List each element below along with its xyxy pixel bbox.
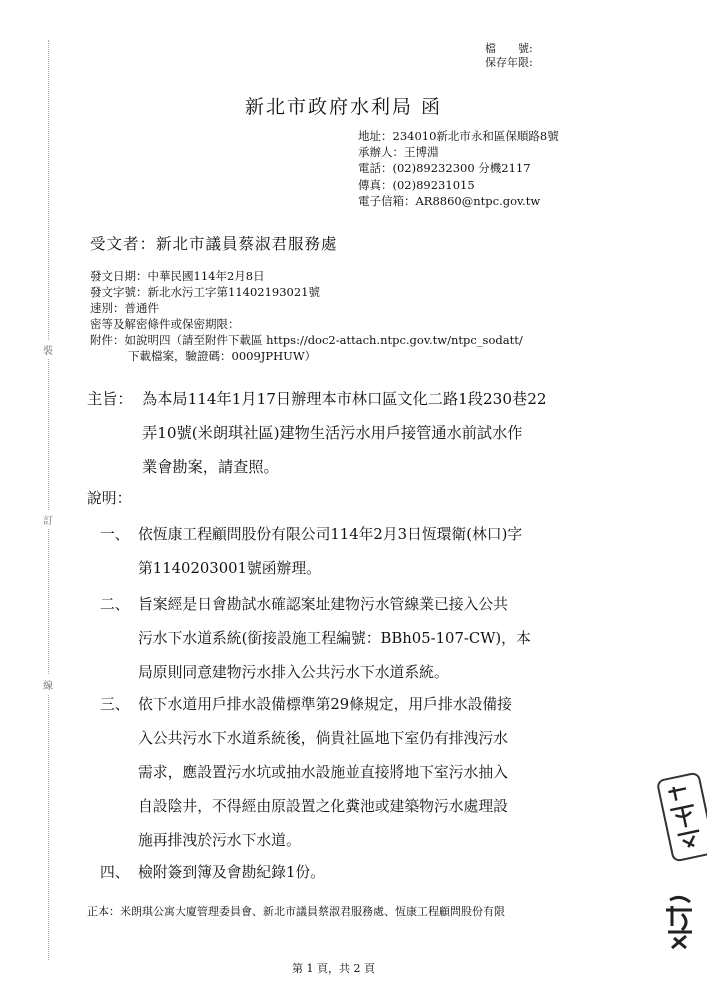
item-line: 局原則同意建物污水排入公共污水下水道系統。 bbox=[138, 664, 449, 681]
item-marker-3: 三、 bbox=[100, 696, 130, 713]
attachment-info: 附件：如說明四（請至附件下載區 https://doc2-attach.ntpc.gov.tw/ntpc_sodatt/ bbox=[90, 333, 523, 347]
item-line: 需求，應設置污水坑或抽水設施並直接將地下室污水抽入 bbox=[138, 764, 508, 781]
document-title: 新北市政府水利局 函 bbox=[245, 96, 443, 118]
item-line: 檢附簽到簿及會勘紀錄1份。 bbox=[138, 864, 325, 881]
explanation-item-1 bbox=[138, 518, 522, 586]
explanation-item-2 bbox=[138, 588, 531, 690]
sender-officer: 承辦人：王博淵 bbox=[358, 145, 439, 160]
item-line: 入公共污水下水道系統後，倘貴社區地下室仍有排洩污水 bbox=[138, 730, 508, 747]
sender-fax: 傳真：(02)89231015 bbox=[358, 177, 475, 192]
retention-label: 保存年限: bbox=[485, 56, 533, 69]
item-line: 旨案經是日會勘試水確認案址建物污水管線業已接入公共 bbox=[138, 596, 508, 613]
file-number-label: 檔 號: bbox=[485, 42, 533, 55]
binding-mark-bottom: 線 bbox=[43, 675, 53, 694]
sender-email: 電子信箱：AR8860@ntpc.gov.tw bbox=[358, 193, 541, 208]
attachment-code: 下載檔案，驗證碼：0009JPHUW） bbox=[128, 349, 317, 363]
delivery-speed: 速別：普通件 bbox=[90, 301, 159, 315]
item-line: 第1140203001號函辦理。 bbox=[138, 560, 321, 577]
sender-address: 地址：234010新北市永和區保順路8號 bbox=[358, 129, 559, 143]
explanation-label: 說明： bbox=[87, 490, 132, 507]
item-line: 依下水道用戶排水設備標準第29條規定，用戶排水設備接 bbox=[138, 696, 512, 713]
item-line: 污水下水道系統(銜接設施工程編號：BBh05-107-CW)，本 bbox=[138, 630, 531, 647]
subject-line: 業會勘案，請查照。 bbox=[142, 458, 279, 476]
issue-date: 發文日期：中華民國114年2月8日 bbox=[90, 269, 265, 283]
explanation-item-4 bbox=[138, 856, 325, 890]
seal-stamp-icon bbox=[656, 771, 707, 862]
page-footer: 第 1 頁，共 2 頁 bbox=[292, 962, 375, 975]
item-marker-4: 四、 bbox=[100, 864, 130, 881]
subject-line: 為本局114年1月17日辦理本市林口區文化二路1段230巷22 bbox=[142, 390, 547, 408]
subject-label: 主旨： bbox=[87, 390, 133, 408]
carbon-copy: 正本：米朗琪公寓大廈管理委員會、新北市議員蔡淑君服務處、恆康工程顧問股份有限 bbox=[87, 905, 505, 918]
item-marker-2: 二、 bbox=[100, 596, 130, 613]
subject-text bbox=[142, 382, 547, 484]
secrecy-level: 密等及解密條件或保密期限： bbox=[90, 317, 240, 331]
item-marker-1: 一、 bbox=[100, 526, 130, 543]
meta-block bbox=[90, 268, 523, 364]
explanation-item-3 bbox=[138, 688, 512, 858]
seal-stamp-small-icon bbox=[660, 892, 700, 952]
sender-block bbox=[358, 128, 559, 209]
binding-dotted-line bbox=[48, 40, 49, 960]
document-number: 發文字號：新北水污工字第11402193021號 bbox=[90, 285, 320, 299]
binding-mark-top: 裝 bbox=[43, 340, 53, 359]
recipient: 受文者：新北市議員蔡淑君服務處 bbox=[90, 235, 338, 253]
item-line: 自設陰井，不得經由原設置之化糞池或建築物污水處理設 bbox=[138, 798, 508, 815]
item-line: 依恆康工程顧問股份有限公司114年2月3日恆環衛(林口)字 bbox=[138, 526, 523, 543]
binding-mark-middle: 訂 bbox=[43, 510, 53, 529]
item-line: 施再排洩於污水下水道。 bbox=[138, 832, 301, 849]
sender-phone: 電話：(02)89232300 分機2117 bbox=[358, 161, 531, 176]
subject-line: 弄10號(米朗琪社區)建物生活污水用戶接管通水前試水作 bbox=[142, 424, 523, 442]
